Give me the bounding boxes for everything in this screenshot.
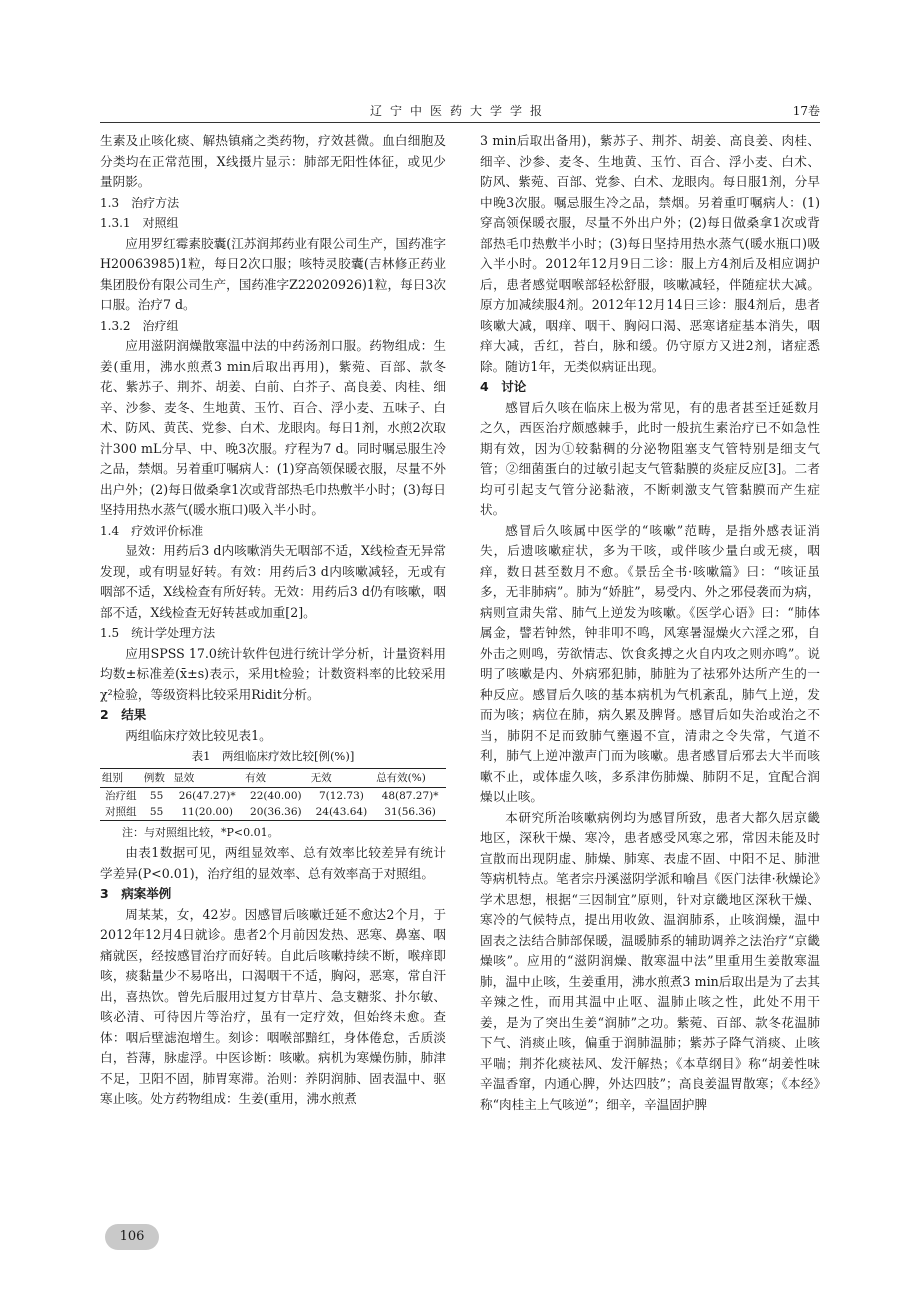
table-cell: 31(56.36) [374, 804, 446, 821]
running-header [100, 100, 820, 123]
paragraph: 感冒后久咳在临床上极为常见，有的患者甚至迁延数月之久，西医治疗颇感棘手，此时一般抗生素治疗已不如急性期有效，因为①较黏稠的分泌物阻塞支气管特别是细支气管；②细菌蛋白的过敏引起支气管黏膜的炎症反应[3]。二者均可引起支气管分泌黏液，不断刺激支气管黏膜而产生症状。 [480, 399, 820, 517]
paragraph: 由表1数据可见，两组显效率、总有效率比较差异有统计学差异(P<0.01)，治疗组的显效率、总有效率高于对照组。 [100, 845, 446, 881]
table-header-cell: 组别 [100, 768, 142, 787]
table-header-cell: 显效 [171, 768, 243, 787]
paragraph: 两组临床疗效比较见表1。 [125, 727, 272, 743]
section-heading: 2 结果 [100, 707, 147, 722]
table-cell: 20(36.36) [243, 804, 309, 821]
table-cell: 11(20.00) [171, 804, 243, 821]
table-row [100, 787, 446, 804]
journal-name: 辽宁中医药大学学报 [369, 104, 550, 118]
paragraph: 应用SPSS 17.0统计软件包进行统计学分析，计量资料用均数±标准差(x̄±s)表示，采用t检验；计数资料率的比较采用χ²检验，等级资料比较采用Ridit分析。 [100, 645, 446, 702]
paragraph: 显效：用药后3 d内咳嗽消失无咽部不适，X线检查无异常发现，或有明显好转。有效：用药后3 d内咳嗽减轻，无或有咽部不适，X线检查有所好转。无效：用药后3 d仍有咳嗽，咽部不适，X线检查无好转甚或加重[2]。 [100, 543, 446, 620]
table-cell: 对照组 [100, 804, 142, 821]
paragraph: 应用罗红霉素胶囊(江苏润邦药业有限公司生产，国药准字H20063985)1粒，每日2次口服；咳特灵胶囊(吉林修正药业集团股份有限公司生产，国药准字Z22020926)1粒，每日3次口服。治疗7 d。 [100, 235, 446, 312]
results-table [100, 768, 446, 821]
paragraph: 感冒后久咳属中医学的“咳嗽”范畴，是指外感表证消失，后遗咳嗽症状，多为干咳，或伴咳少量白或无痰，咽痒，数日甚至数月不愈。《景岳全书·咳嗽篇》曰：“咳证虽多，无非肺病”。肺为“娇脏”，易受内、外之邪侵袭而为病，病则宣肃失常、肺气上逆发为咳嗽。《医学心语》曰：“肺体属金，譬若钟然，钟非叩不鸣，风寒暑湿燥火六淫之邪，自外击之则鸣，劳欲情志、饮食炙搏之火自内攻之则亦鸣”。说明了咳嗽是内、外病邪犯肺，肺脏为了祛邪外达所产生的一种反应。感冒后久咳的基本病机为气机紊乱，肺气上逆，发而为咳；病位在肺，病久累及脾肾。感冒后如失治或治之不当，肺阴不足而致肺气壅遏不宣，清肃之令失常，气道不利，肺气上逆冲激声门而为咳嗽。患者感冒后邪去大半而咳嗽不止，或体虚久咳，多系津伤肺燥、肺阴不足，宜配合润燥以止咳。 [480, 522, 820, 804]
table-header-cell: 无效 [309, 768, 375, 787]
table-header-cell: 有效 [243, 768, 309, 787]
left-column [100, 131, 446, 1110]
right-column [480, 131, 820, 1115]
table-cell: 治疗组 [105, 789, 137, 802]
section-subheading: 1.5 统计学处理方法 [100, 626, 216, 640]
table-caption: 表1 两组临床疗效比较[例(%)] [191, 749, 355, 763]
table-cell: 26(47.27)* [178, 789, 236, 802]
section-subheading: 1.4 疗效评价标准 [100, 523, 204, 538]
table-cell: 55 [142, 804, 171, 821]
section-heading: 3 病案举例 [100, 886, 172, 901]
section-subheading: 1.3.1 对照组 [100, 216, 179, 230]
paragraph: 周某某，女，42岁。因感冒后咳嗽迁延不愈达2个月，于2012年12月4日就诊。患者2个月前因发热、恶寒、鼻塞、咽痛就医，经按感冒治疗而好转。自此后咳嗽持续不断，喉痒即咳，痰黏量少不易咯出，口渴咽干不适，胸闷，恶寒，常自汗出，喜热饮。曾先后服用过复方甘草片、急支糖浆、扑尔敏、咳必清、可待因片等治疗，虽有一定疗效，但始终未愈。查体：咽后壁滤泡增生。刻诊：咽喉部黯红，身体倦怠，舌质淡白，苔薄，脉虚浮。中医诊断：咳嗽。病机为寒燥伤肺，肺津不足，卫阳不固，肺胃寒滞。治则：养阴润肺、固表温中、驱寒止咳。处方药物组成：生姜(重用，沸水煎煮 [100, 906, 446, 1106]
paragraph: 3 min后取出备用)，紫苏子、荆芥、胡姜、高良姜、肉桂、细辛、沙参、麦冬、生地黄、玉竹、百合、浮小麦、白术、防风、紫菀、百部、党参、白术、龙眼肉。每日服1剂，分早中晚3次服。嘱忌服生冷之品，禁烟。另着重叮嘱病人：(1)穿高领保暖衣服，尽量不外出户外；(2)每日做桑拿1次或背部热毛巾热敷半小时；(3)每日坚持用热水蒸气(暖水瓶口)吸入半小时。2012年12月9日二诊：服上方4剂后及相应调护后，患者感觉咽喉部轻松舒服，咳嗽减轻，伴随症状大减。原方加减续服4剂。2012年12月14日三诊：服4剂后，患者咳嗽大减，咽痒、咽干、胸闷口渴、恶寒诸症基本消失，咽痒大减，舌红，苔白，脉和缓。仍守原方又进2剂，诸症悉除。随访1年，无类似病证出现。 [480, 133, 820, 374]
table-note: 注：与对照组比较，*P<0.01。 [122, 825, 279, 839]
paragraph: 生素及止咳化痰、解热镇痛之类药物，疗效甚微。血白细胞及分类均在正常范围，X线摄片显示：肺部无阳性体征，或见少量阴影。 [100, 133, 446, 189]
table-cell: 24(43.64) [309, 804, 375, 821]
table-row [100, 804, 446, 821]
volume-label: 17卷 [792, 104, 820, 118]
table-cell: 7(12.73) [318, 789, 364, 802]
paragraph: 应用滋阴润燥散寒温中法的中药汤剂口服。药物组成：生姜(重用，沸水煎煮3 min后取出再用)，紫菀、百部、款冬花、紫苏子、荆芥、胡姜、白前、白芥子、高良姜、肉桂、细辛、沙参、麦冬、生地黄、玉竹、百合、浮小麦、五味子、白术、防风、黄芪、党参、白术、龙眼肉。每日1剂，水煎2次取汁300 mL分早、中、晚3次服。疗程为7 d。同时嘱忌服生冷之品，禁烟。另着重叮嘱病人：(1)穿高领保暖衣服，尽量不外出户外；(2)每日做桑拿1次或背部热毛巾热敷半小时；(3)每日坚持用热水蒸气(暖水瓶口)吸入半小时。 [100, 338, 446, 517]
table-cell: 55 [149, 789, 164, 802]
section-subheading: 1.3.2 治疗组 [100, 318, 179, 333]
paragraph: 本研究所治咳嗽病例均为感冒所致，患者大都久居京畿地区，深秋干燥、寒冷，患者感受风寒之邪，常因未能及时宣散而出现阴虚、肺燥、肺寒、表虚不固、中阳不足、肺泄等病机特点。笔者宗丹溪滋阴学派和喻昌《医门法律·秋燥论》学术思想，根据“三因制宜”原则，针对京畿地区深秋干燥、寒冷的气候特点，提出用收敛、温润肺系，止咳润燥，温中固表之法结合肺部保暖，温暖肺系的辅助调养之法治疗“京畿燥咳”。应用的“滋阴润燥、散寒温中法”里重用生姜散寒温肺，温中止咳，生姜重用，沸水煎煮3 min后取出是为了去其辛辣之性，而用其温中止呕、温肺止咳之性，此处不用干姜，是为了突出生姜“润肺”之功。紫菀、百部、款冬花温肺下气、消痰止咳，偏重于润肺温肺；紫苏子降气消痰、止咳平喘；荆芥化痰祛风、发汗解热；《本草纲目》称“胡姜性味辛温香窜，内通心脾，外达四肢”；高良姜温胃散寒；《本经》称“肉桂主上气咳逆”；细辛，辛温固护脾 [480, 809, 820, 1112]
page-number: 106 [105, 1224, 159, 1250]
section-heading: 4 讨论 [480, 379, 527, 394]
section-subheading: 1.3 治疗方法 [100, 195, 180, 210]
table-header-cell: 总有效(%) [374, 768, 446, 787]
table-cell: 48(87.27)* [381, 789, 439, 802]
table-header-cell: 例数 [142, 768, 171, 787]
table-cell: 22(40.00) [250, 789, 302, 802]
